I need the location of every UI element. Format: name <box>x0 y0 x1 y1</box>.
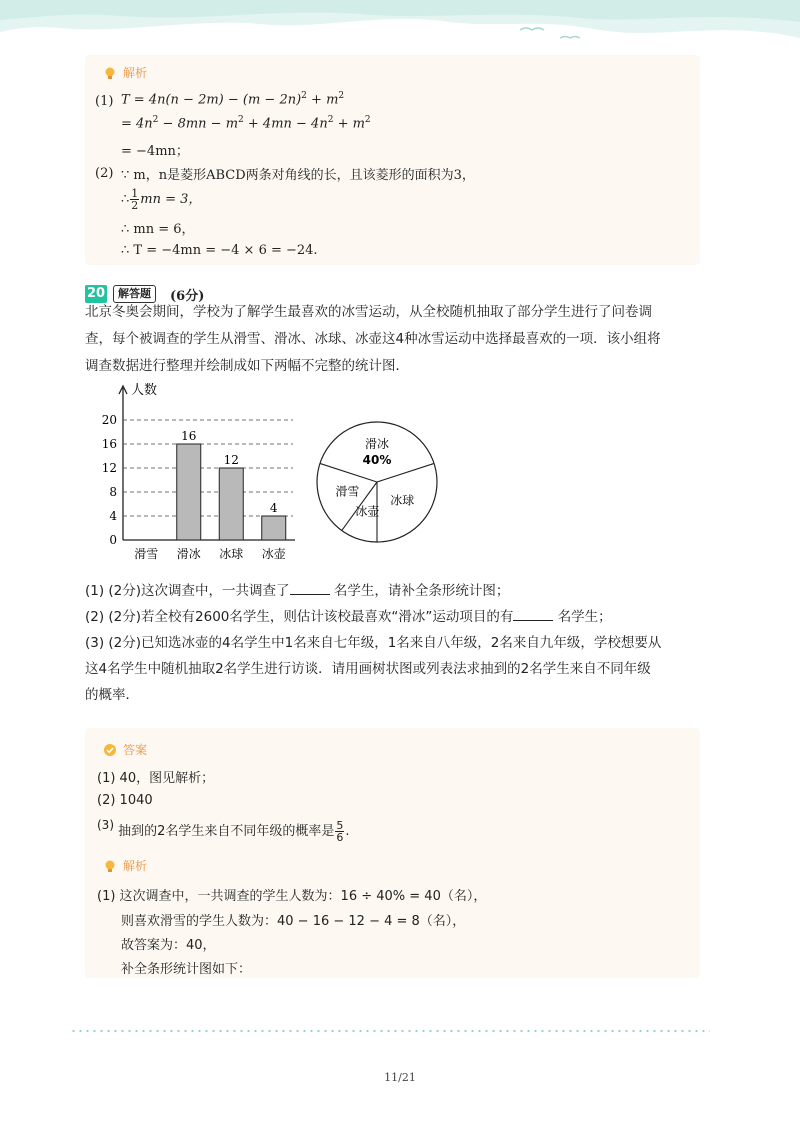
bar <box>177 444 201 540</box>
solution2-header <box>103 857 147 874</box>
question-text-line: 北京冬奥会期间，学校为了解学生最喜欢的冰雪运动，从全校随机抽取了部分学生进行了问卷调 <box>85 304 652 320</box>
sub-question-2 <box>85 604 705 630</box>
pie-chart <box>310 410 445 555</box>
question-text-line: 调查数据进行整理并绘制成如下两幅不完整的统计图． <box>85 358 409 374</box>
pie-slice-label: 滑雪 <box>335 484 360 499</box>
x-tick-label: 滑雪 <box>134 547 159 561</box>
sub-question-1-text: (1) (2分)这次调查中，一共调查了 <box>85 583 290 599</box>
sub-question-2-text-tail: 名学生； <box>557 609 612 625</box>
sub-question-1 <box>85 578 705 604</box>
answer-header-label: 答案 <box>123 743 148 757</box>
question-number-badge: 20 <box>86 286 106 301</box>
question-text-line: 查，每个被调查的学生从滑雪、滑冰、冰球、冰壶这4种冰雪运动中选择最喜欢的一项．该小组将 <box>85 331 661 347</box>
bar-chart <box>95 378 300 563</box>
question-score: (6分) <box>170 289 205 304</box>
solution-header <box>103 64 147 81</box>
y-tick-label: 4 <box>109 509 117 523</box>
solution1-part2-step3: ∴ mn = 6， <box>121 222 195 237</box>
y-tick-label: 16 <box>101 437 117 451</box>
solution1-part2-label: (2) <box>95 166 114 181</box>
footer-dotted-divider <box>70 1030 710 1032</box>
solution-header-label: 解析 <box>123 66 148 80</box>
solution2-line-1: (1) 这次调查中，一共调查的学生人数为：16 ÷ 40% = 40（名）， <box>97 889 487 904</box>
solution1-part2-step1: ∵ m，n是菱形ABCD两条对角线的长，且该菱形的面积为3， <box>121 168 475 183</box>
answer-blank-2 <box>513 608 553 621</box>
sub-question-3-line: (3) (2分)已知选冰壶的4名学生中1名来自七年级，1名来自八年级，2名来自九年级，学校想要从 <box>85 635 662 651</box>
bar-value-label: 16 <box>181 429 197 443</box>
answer-line-3: (3) 抽到的2名学生来自不同年级的概率是 $\frac{5}{6}$ . <box>97 818 350 844</box>
pie-slice-value-label: 40% <box>362 452 392 467</box>
y-tick-label: 0 <box>109 533 117 547</box>
bar <box>219 468 243 540</box>
solution1-step1: $T = 4n(n - 2m) - (m - 2n)^2 + m^2$ <box>121 91 345 108</box>
answer-line-2: (2) 1040 <box>97 793 153 808</box>
solution1-step3: = −4mn； <box>121 144 189 159</box>
sub-question-2-text: (2) (2分)若全校有2600名学生，则估计该校最喜欢“滑冰”运动项目的有 <box>85 609 514 625</box>
sub-question-3-line: 的概率． <box>85 687 139 703</box>
y-tick-label: 8 <box>109 485 117 499</box>
x-tick-label: 冰球 <box>219 547 244 561</box>
solution2-line-3: 故答案为：40， <box>121 938 216 953</box>
lightbulb-icon <box>103 859 117 873</box>
x-tick-label: 滑冰 <box>176 547 201 561</box>
pie-slice-label: 冰球 <box>390 493 415 508</box>
pie-slice-label: 滑冰 <box>364 436 390 451</box>
sub-question-1-text-tail: 名学生，请补全条形统计图； <box>333 583 510 599</box>
solution1-part1-label: (1) <box>95 94 114 109</box>
check-circle-icon <box>103 743 117 757</box>
x-tick-label: 冰壶 <box>261 547 286 561</box>
lightbulb-icon <box>103 66 117 80</box>
question-text <box>85 299 705 380</box>
y-axis-label: 人数 <box>131 383 158 398</box>
solution1-part2-step2: ∴ $\frac{1}{2}$ mn = 3， <box>121 187 202 212</box>
y-tick-label: 12 <box>101 461 117 475</box>
solution2-line-4: 补全条形统计图如下： <box>121 962 252 977</box>
answer-blank-1 <box>290 582 330 595</box>
solution2-line-2: 则喜欢滑雪的学生人数为：40 − 16 − 12 − 4 = 8（名）， <box>121 914 466 929</box>
answer-header <box>103 741 147 758</box>
pie-slice-label: 冰壶 <box>355 504 380 519</box>
sub-question-3-line: 这4名学生中随机抽取2名学生进行访谈．请用画树状图或列表法求抽到的2名学生来自不同年级 <box>85 661 651 677</box>
page-number: 11/21 <box>384 1071 416 1084</box>
bar-value-label: 4 <box>269 501 278 515</box>
bar <box>262 516 286 540</box>
solution1-step2: = $4n^2 - 8mn - m^2 + 4mn - 4n^2 + m^2$ <box>121 115 371 132</box>
sub-question-3 <box>85 630 705 708</box>
solution2-header-label: 解析 <box>123 859 148 873</box>
bar-value-label: 12 <box>223 453 239 467</box>
solution1-part2-step4: ∴ T = −4mn = −4 × 6 = −24. <box>121 243 318 258</box>
answer-line-1: (1) 40，图见解析； <box>97 771 215 786</box>
question-type-badge: 解答题 <box>113 285 156 303</box>
y-tick-label: 20 <box>101 413 117 427</box>
